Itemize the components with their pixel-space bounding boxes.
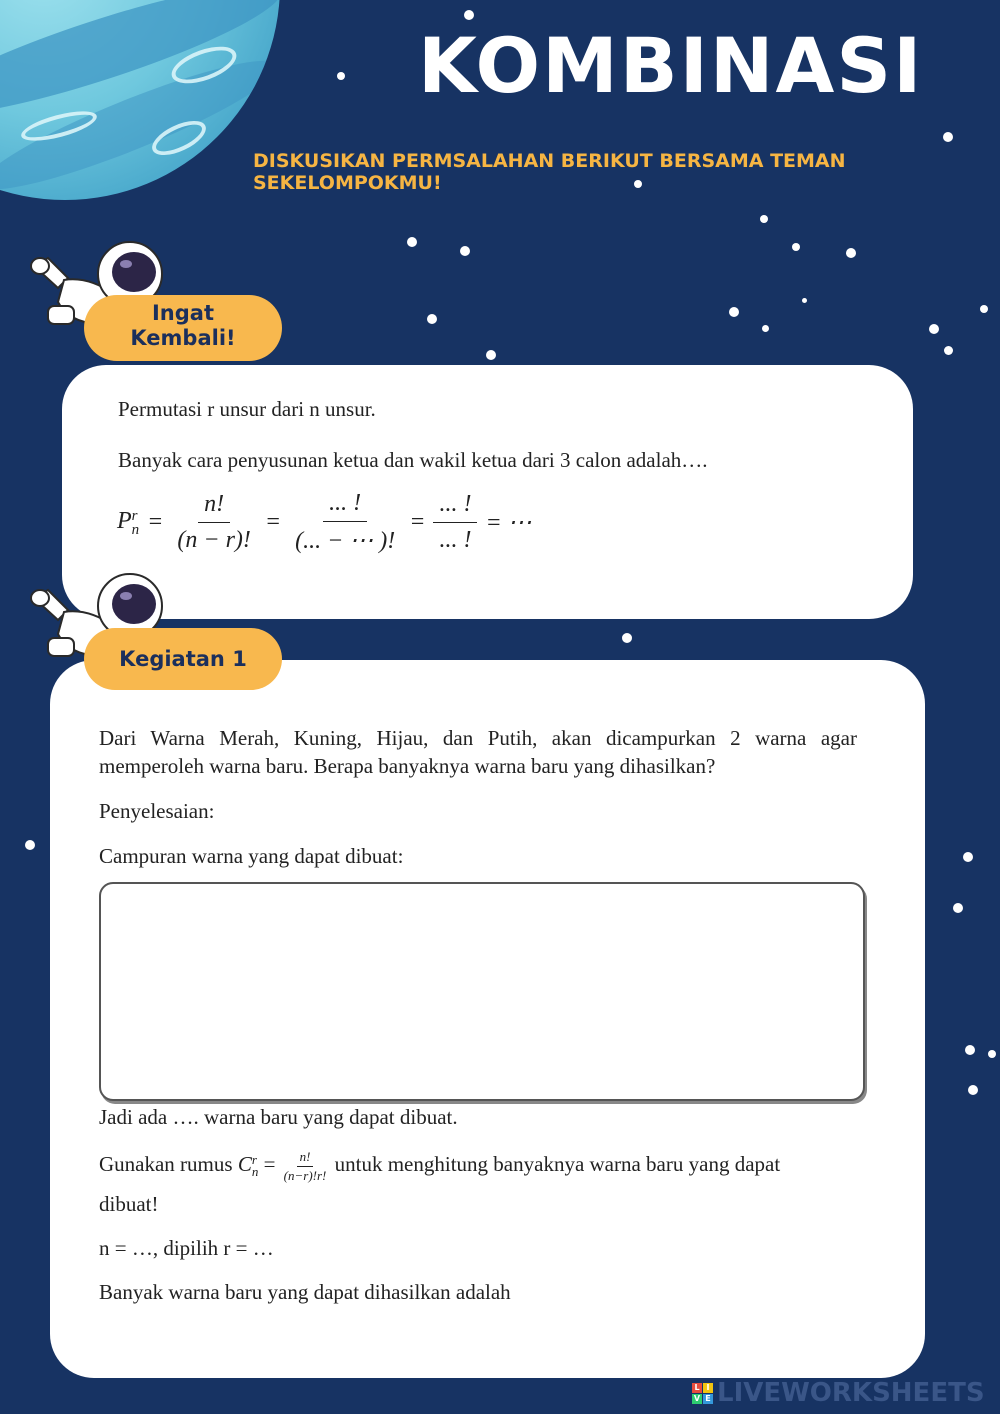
jadi-line: Jadi ada …. warna baru yang dapat dibuat.: [99, 1105, 458, 1129]
formula-equals: =: [409, 509, 426, 535]
formula-fraction-3: $\frac{... !}{... !}$: [433, 491, 477, 554]
label-kegiatan-1: Kegiatan 1: [84, 628, 282, 690]
permutation-formula: [117, 490, 532, 555]
watermark-text: LIVEWORKSHEETS: [717, 1378, 985, 1408]
gunakan-rumus-line: Gunakan rumus C r n = $\frac{n!}{(n-r)!r!}$ untuk menghitung banyaknya warna baru yang dapat: [99, 1149, 781, 1183]
n-r-line: n = …, dipilih r = …: [99, 1236, 274, 1260]
formula-lhs: P r n: [117, 507, 140, 538]
campuran-answer-box[interactable]: [99, 882, 865, 1101]
formula-equals: =: [264, 509, 282, 535]
gunakan-rumus-line-2: dibuat!: [99, 1192, 159, 1216]
label-ingat-kembali: [84, 295, 282, 361]
combination-fraction: $\frac{n!}{(n-r)!r!}$: [283, 1149, 327, 1183]
penyelesaian-label: Penyelesaian:: [99, 799, 215, 823]
formula-tail: = ⋯: [485, 510, 532, 536]
recall-line-2: Banyak cara penyusunan ketua dan wakil ketua dari 3 calon adalah….: [118, 448, 708, 472]
formula-equals: =: [147, 509, 164, 535]
campuran-label: Campuran warna yang dapat dibuat:: [99, 844, 404, 868]
planet-decoration: [0, 0, 280, 200]
label-ingat-line2: Kembali!: [130, 326, 236, 350]
page-title: KOMBINASI: [418, 21, 924, 110]
banyak-line: Banyak warna baru yang dapat dihasilkan adalah: [99, 1280, 511, 1304]
liveworksheets-logo-icon: L I V E: [692, 1383, 713, 1404]
liveworksheets-watermark: [692, 1378, 985, 1408]
recall-line-1: Permutasi r unsur dari n unsur.: [118, 397, 376, 421]
formula-fraction-2: $\frac{... !}{(... - \cdots )!}$: [295, 490, 396, 554]
page-subtitle: DISKUSIKAN PERMSALAHAN BERIKUT BERSAMA TEMAN SEKELOMPOKMU!: [253, 150, 846, 194]
activity-question: Dari Warna Merah, Kuning, Hijau, dan Putih, akan dicampurkan 2 warna agar memperoleh warna baru. Berapa banyaknya warna baru yang dihasilkan?: [99, 726, 857, 779]
label-ingat-line1: Ingat: [151, 301, 214, 325]
formula-fraction-1: $\frac{n!}{(n - r)!}$: [177, 491, 251, 553]
